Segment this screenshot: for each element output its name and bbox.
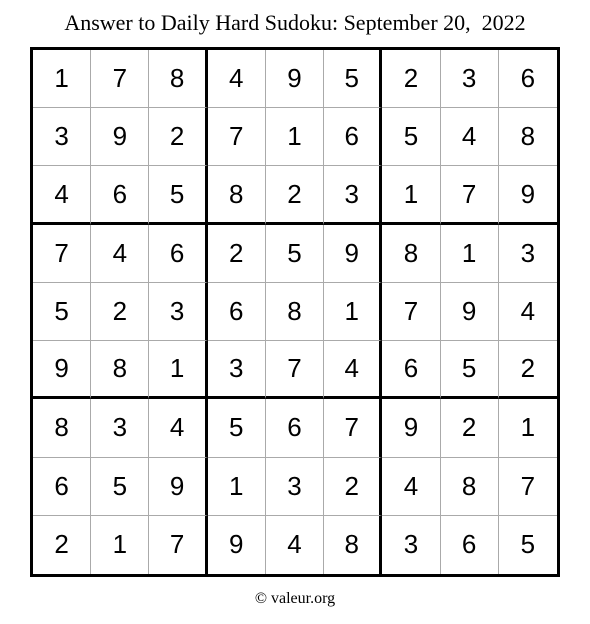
puzzle-title: Answer to Daily Hard Sudoku: September 20, 2022 bbox=[64, 10, 526, 35]
sudoku-cell: 1 bbox=[33, 50, 91, 108]
sudoku-cell: 1 bbox=[149, 341, 207, 399]
sudoku-cell: 6 bbox=[208, 283, 266, 341]
sudoku-grid bbox=[30, 47, 560, 577]
sudoku-cell: 4 bbox=[324, 341, 382, 399]
sudoku-cell: 8 bbox=[149, 50, 207, 108]
sudoku-cell: 6 bbox=[91, 166, 149, 224]
sudoku-cell: 9 bbox=[208, 516, 266, 574]
sudoku-cell: 2 bbox=[149, 108, 207, 166]
sudoku-cell: 6 bbox=[499, 50, 557, 108]
sudoku-cell: 9 bbox=[499, 166, 557, 224]
sudoku-cell: 1 bbox=[324, 283, 382, 341]
sudoku-cell: 2 bbox=[441, 399, 499, 457]
sudoku-cell: 7 bbox=[324, 399, 382, 457]
sudoku-cell: 2 bbox=[382, 50, 440, 108]
sudoku-cell: 4 bbox=[499, 283, 557, 341]
sudoku-cell: 9 bbox=[91, 108, 149, 166]
sudoku-cell: 9 bbox=[33, 341, 91, 399]
sudoku-cell: 7 bbox=[91, 50, 149, 108]
sudoku-cell: 8 bbox=[33, 399, 91, 457]
sudoku-cell: 2 bbox=[208, 225, 266, 283]
sudoku-cell: 5 bbox=[499, 516, 557, 574]
sudoku-cell: 8 bbox=[91, 341, 149, 399]
sudoku-cell: 6 bbox=[149, 225, 207, 283]
sudoku-cell: 6 bbox=[441, 516, 499, 574]
sudoku-cell: 2 bbox=[91, 283, 149, 341]
sudoku-cell: 5 bbox=[149, 166, 207, 224]
sudoku-cell: 4 bbox=[33, 166, 91, 224]
sudoku-cell: 6 bbox=[324, 108, 382, 166]
sudoku-cell: 6 bbox=[266, 399, 324, 457]
sudoku-cell: 4 bbox=[266, 516, 324, 574]
sudoku-cell: 3 bbox=[33, 108, 91, 166]
sudoku-cell: 2 bbox=[266, 166, 324, 224]
sudoku-cell: 7 bbox=[208, 108, 266, 166]
sudoku-cell: 1 bbox=[208, 458, 266, 516]
sudoku-cell: 7 bbox=[441, 166, 499, 224]
sudoku-cell: 4 bbox=[149, 399, 207, 457]
sudoku-cell: 7 bbox=[33, 225, 91, 283]
sudoku-cell: 2 bbox=[324, 458, 382, 516]
sudoku-cell: 3 bbox=[266, 458, 324, 516]
sudoku-cell: 5 bbox=[91, 458, 149, 516]
sudoku-cell: 3 bbox=[208, 341, 266, 399]
sudoku-cell: 3 bbox=[441, 50, 499, 108]
copyright-footer: © valeur.org bbox=[254, 590, 336, 607]
sudoku-cell: 5 bbox=[382, 108, 440, 166]
sudoku-cell: 7 bbox=[266, 341, 324, 399]
sudoku-cell: 9 bbox=[441, 283, 499, 341]
sudoku-cell: 3 bbox=[324, 166, 382, 224]
sudoku-cell: 8 bbox=[324, 516, 382, 574]
sudoku-cell: 2 bbox=[33, 516, 91, 574]
sudoku-cell: 3 bbox=[91, 399, 149, 457]
sudoku-cell: 7 bbox=[382, 283, 440, 341]
sudoku-cell: 6 bbox=[382, 341, 440, 399]
sudoku-cell: 3 bbox=[499, 225, 557, 283]
sudoku-cell: 1 bbox=[382, 166, 440, 224]
sudoku-cell: 7 bbox=[499, 458, 557, 516]
sudoku-cell: 5 bbox=[33, 283, 91, 341]
sudoku-cell: 3 bbox=[382, 516, 440, 574]
sudoku-cell: 4 bbox=[208, 50, 266, 108]
sudoku-cell: 9 bbox=[266, 50, 324, 108]
sudoku-cell: 5 bbox=[266, 225, 324, 283]
sudoku-cell: 8 bbox=[208, 166, 266, 224]
sudoku-cell: 8 bbox=[266, 283, 324, 341]
sudoku-cell: 9 bbox=[382, 399, 440, 457]
sudoku-cell: 4 bbox=[382, 458, 440, 516]
sudoku-cell: 8 bbox=[499, 108, 557, 166]
sudoku-cell: 4 bbox=[91, 225, 149, 283]
sudoku-cell: 1 bbox=[266, 108, 324, 166]
sudoku-cell: 5 bbox=[208, 399, 266, 457]
sudoku-cell: 8 bbox=[382, 225, 440, 283]
sudoku-cell: 6 bbox=[33, 458, 91, 516]
sudoku-cell: 3 bbox=[149, 283, 207, 341]
sudoku-cell: 5 bbox=[324, 50, 382, 108]
sudoku-cell: 4 bbox=[441, 108, 499, 166]
sudoku-cell: 1 bbox=[441, 225, 499, 283]
sudoku-cell: 1 bbox=[499, 399, 557, 457]
sudoku-cell: 2 bbox=[499, 341, 557, 399]
sudoku-cell: 8 bbox=[441, 458, 499, 516]
sudoku-cell: 9 bbox=[149, 458, 207, 516]
sudoku-cell: 9 bbox=[324, 225, 382, 283]
sudoku-cell: 5 bbox=[441, 341, 499, 399]
sudoku-cell: 1 bbox=[91, 516, 149, 574]
sudoku-cell: 7 bbox=[149, 516, 207, 574]
